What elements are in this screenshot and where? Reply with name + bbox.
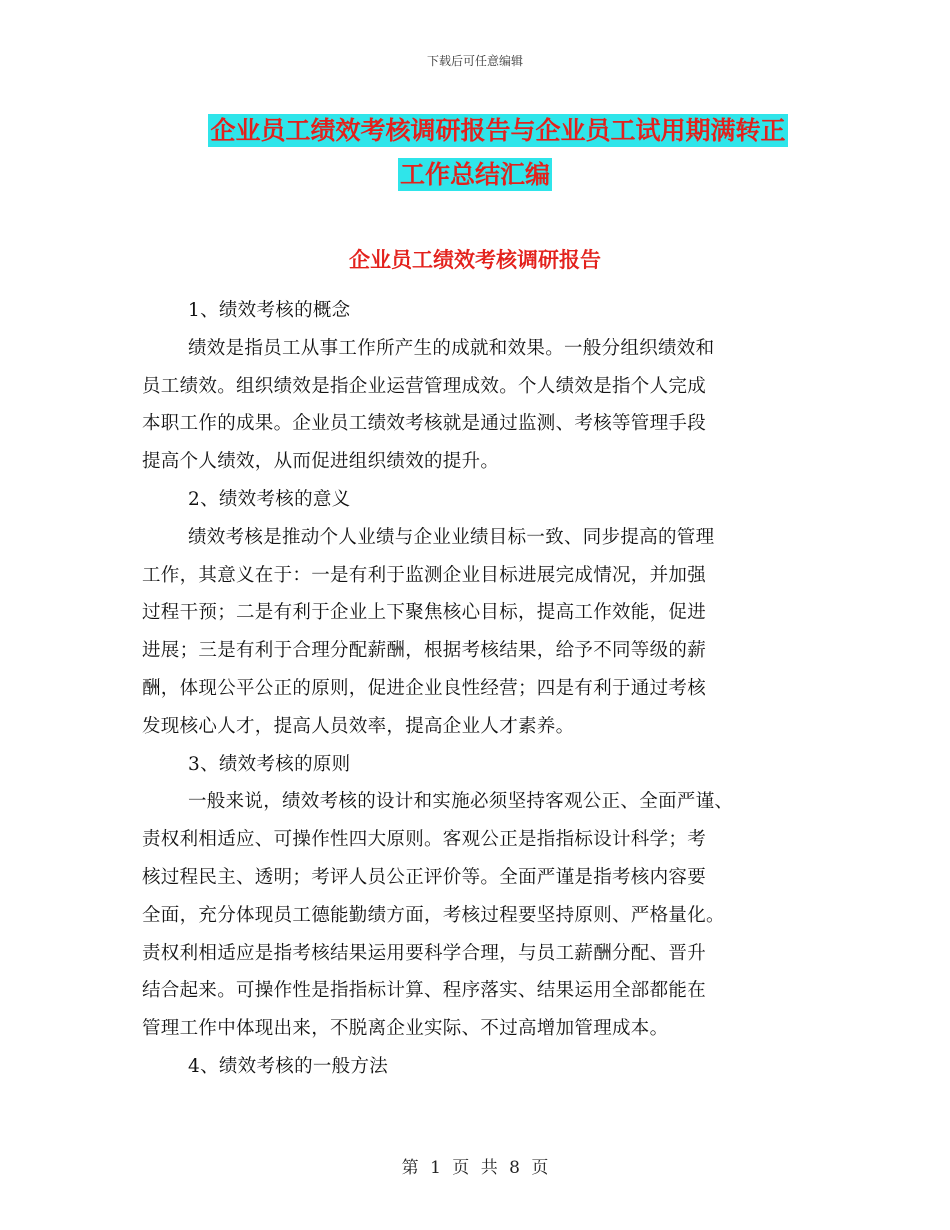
paragraph-line: 责权利相适应、可操作性四大原则。客观公正是指指标设计科学；考 [142,829,707,851]
paragraph-line: 核过程民主、透明；考评人员公正评价等。全面严谨是指考核内容要 [142,866,707,888]
paragraph-line: 发现核心人才，提高人员效率，提高企业人才素养。 [142,715,575,737]
paragraph-line: 结合起来。可操作性是指指标计算、程序落实、结果运用全部都能在 [142,980,707,1002]
paragraph [142,1048,812,1086]
paragraph-line: 绩效考核是推动个人业绩与企业业绩目标一致、同步提高的管理 [188,526,715,548]
paragraph-line: 员工绩效。组织绩效是指企业运营管理成效。个人绩效是指个人完成 [142,375,707,397]
paragraph-line: 责权利相适应是指考核结果运用要科学合理，与员工薪酬分配、晋升 [142,942,707,964]
paragraph-line: 管理工作中体现出来，不脱离企业实际、不过高增加管理成本。 [142,1018,669,1040]
document-title-line-2-text: 工作总结汇编 [399,160,550,189]
section-title: 企业员工绩效考核调研报告 [349,248,601,272]
paragraph-line: 本职工作的成果。企业员工绩效考核就是通过监测、考核等管理手段 [142,413,707,435]
paragraph-line: 提高个人绩效，从而促进组织绩效的提升。 [142,451,500,473]
document-title-line-1-text: 企业员工绩效考核调研报告与企业员工试用期满转正 [210,116,786,145]
paragraph-line: 一般来说，绩效考核的设计和实施必须坚持客观公正、全面严谨、 [188,791,734,813]
paragraph-line: 工作，其意义在于：一是有利于监测企业目标进展完成情况，并加强 [142,564,707,586]
paragraph-line: 过程干预；二是有利于企业上下聚焦核心目标，提高工作效能，促进 [142,602,707,624]
paragraph [142,783,812,1048]
document-title-line-2 [0,152,950,198]
paragraph [142,330,812,481]
page-number-footer: 第 1 页 共 8 页 [401,1158,549,1178]
paragraph [142,481,812,519]
paragraph-line: 酬，体现公平公正的原则，促进企业良性经营；四是有利于通过考核 [142,677,707,699]
paragraph [142,292,812,330]
paragraph-line: 进展；三是有利于合理分配薪酬，根据考核结果，给予不同等级的薪 [142,640,707,662]
paragraph [142,746,812,784]
paragraph-line: 3、绩效考核的原则 [188,753,351,775]
paragraph-line: 4、绩效考核的一般方法 [188,1055,389,1077]
paragraph-line: 全面，充分体现员工德能勤绩方面，考核过程要坚持原则、严格量化。 [142,904,725,926]
document-title-line-1 [23,108,950,154]
document-body [142,292,812,1086]
paragraph-line: 1、绩效考核的概念 [188,300,351,321]
page-header-note: 下载后可任意编辑 [426,54,523,68]
paragraph [142,519,812,746]
paragraph-line: 绩效是指员工从事工作所产生的成就和效果。一般分组织绩效和 [188,337,715,359]
paragraph-line: 2、绩效考核的意义 [188,488,351,510]
